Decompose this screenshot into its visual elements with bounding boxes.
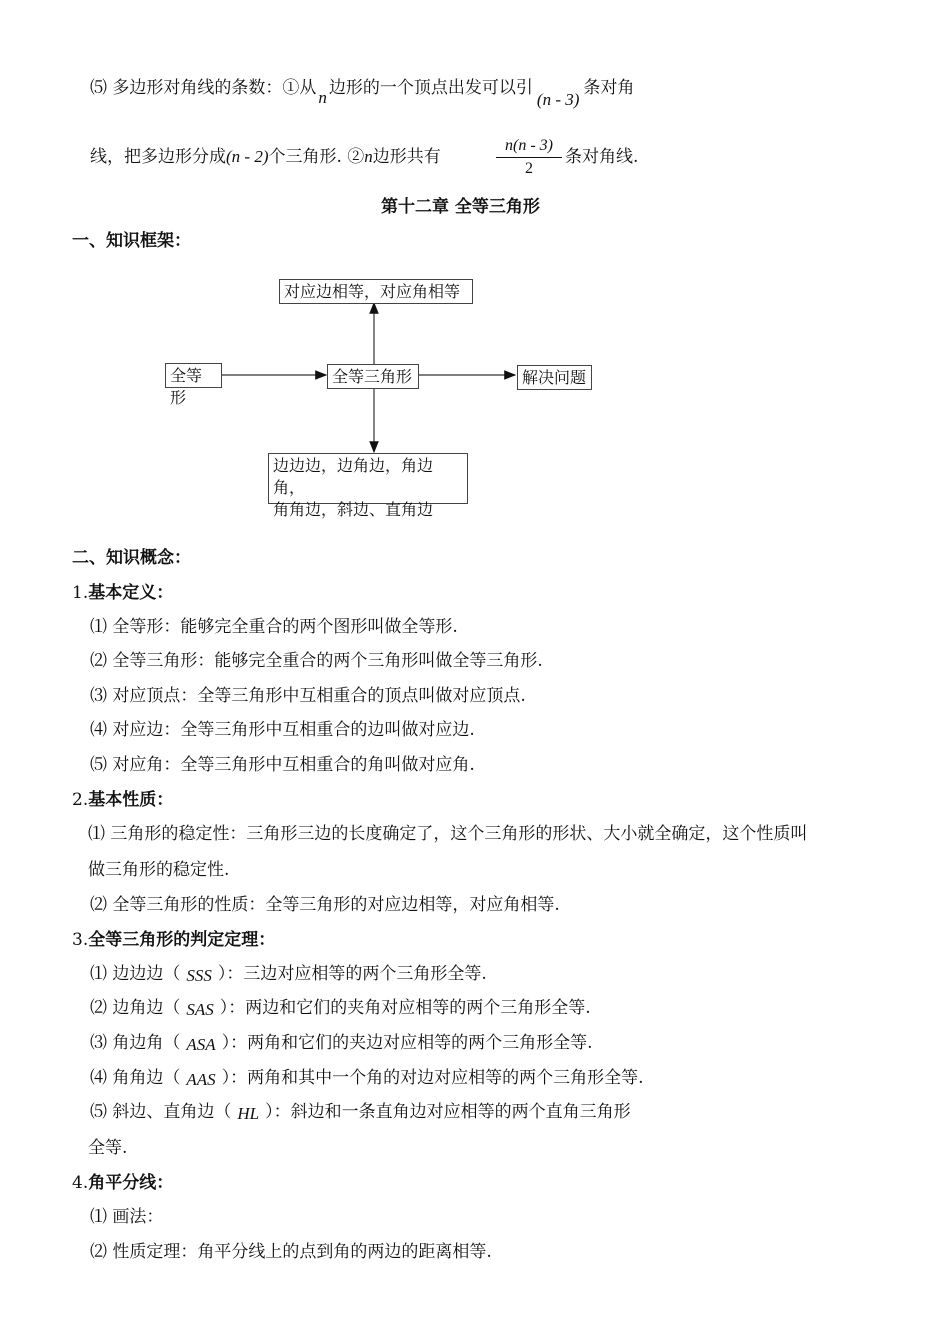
n-minus-2: (n - 2) <box>226 147 269 166</box>
s3-item-1-pre: ⑴ 边边边（ <box>90 964 181 984</box>
s3-item-4-post: ）：两角和其中一个角的对边对应相等的两个三角形全等. <box>221 1068 644 1088</box>
s2-heading <box>72 789 173 811</box>
section1-title: 一、知识框架： <box>72 231 191 251</box>
s3-item-4-pre: ⑷ 角角边（ <box>90 1068 181 1088</box>
s3-item-3-abbr: ASA <box>186 1035 216 1054</box>
s3-item-5 <box>90 1101 631 1123</box>
bottom-box-line2: 角角边，斜边、直角边 <box>273 500 434 519</box>
line2-prefix: 线，把多边形分成 <box>90 147 226 167</box>
bottom-box-line1: 边边边，边角边，角边角， <box>273 456 434 497</box>
top-line-2 <box>90 146 441 168</box>
line2-suffix: 条对角线. <box>565 147 639 167</box>
n-minus-3: (n - 3) <box>536 90 580 109</box>
s2-title: 基本性质： <box>88 790 174 810</box>
s1-item-4: ⑷ 对应边：全等三角形中互相重合的边叫做对应边. <box>90 720 475 740</box>
s3-item-1-post: ）：三边对应相等的两个三角形全等. <box>217 964 487 984</box>
item5-mid: 边形的一个顶点出发可以引 <box>328 78 533 98</box>
s3-heading <box>72 929 275 951</box>
s1-item-1: ⑴ 全等形：能够完全重合的两个图形叫做全等形. <box>90 617 458 637</box>
s3-item-2-abbr: SAS <box>186 1000 214 1019</box>
diagram-bottom-box <box>268 453 468 519</box>
s4-item-1: ⑴ 画法： <box>90 1207 164 1227</box>
s3-item-3 <box>90 1032 593 1054</box>
chapter-title: 第十二章 全等三角形 <box>381 197 540 217</box>
s4-title: 角平分线： <box>88 1173 174 1193</box>
s3-item-1-abbr: SSS <box>186 966 212 985</box>
line2-n: n <box>364 147 373 166</box>
s3-item-2-pre: ⑵ 边角边（ <box>90 998 181 1018</box>
s3-item-5-line2: 全等. <box>88 1138 128 1158</box>
diagram-right-box: 解决问题 <box>517 365 592 390</box>
s1-heading <box>72 582 173 604</box>
diagram-left-box: 全等形 <box>165 363 222 388</box>
s3-item-5-post: ）：斜边和一条直角边对应相等的两个直角三角形 <box>265 1102 631 1122</box>
s3-number: 3. <box>72 930 89 950</box>
s3-item-2-post: ）：两边和它们的夹角对应相等的两个三角形全等. <box>219 998 591 1018</box>
s3-item-3-post: ）：两角和它们的夹边对应相等的两个三角形全等. <box>221 1033 593 1053</box>
s3-item-5-pre: ⑸ 斜边、直角边（ <box>90 1102 232 1122</box>
item5-suffix: 条对角 <box>583 78 635 98</box>
diagonal-fraction <box>496 137 562 178</box>
s3-item-5-abbr: HL <box>237 1104 260 1123</box>
s2-item-1-line2: 做三角形的稳定性. <box>88 860 230 880</box>
section2-title: 二、知识概念： <box>72 548 191 568</box>
s1-number: 1. <box>72 583 89 603</box>
line2-mid2: 边形共有 <box>372 147 441 167</box>
s2-item-1-line1: ⑴ 三角形的稳定性：三角形三边的长度确定了，这个三角形的形状、大小就全确定，这个性质叫 <box>88 824 808 844</box>
line2-mid: 个三角形. ② <box>268 147 365 167</box>
s1-item-2: ⑵ 全等三角形：能够完全重合的两个三角形叫做全等三角形. <box>90 651 543 671</box>
s1-item-3: ⑶ 对应顶点：全等三角形中互相重合的顶点叫做对应顶点. <box>90 686 526 706</box>
s1-item-5: ⑸ 对应角：全等三角形中互相重合的角叫做对应角. <box>90 755 475 775</box>
diagram-top-box: 对应边相等，对应角相等 <box>279 279 473 304</box>
s3-title: 全等三角形的判定定理： <box>88 930 276 950</box>
s1-title: 基本定义： <box>88 583 174 603</box>
s4-number: 4. <box>72 1173 89 1193</box>
s3-item-4 <box>90 1067 644 1089</box>
s3-item-3-pre: ⑶ 角边角（ <box>90 1033 181 1053</box>
diagram-center-box: 全等三角形 <box>327 364 419 389</box>
s3-item-1 <box>90 963 487 985</box>
s4-heading <box>72 1172 173 1194</box>
framework-diagram <box>0 260 950 520</box>
s4-item-2: ⑵ 性质定理：角平分线上的点到角的两边的距离相等. <box>90 1242 492 1262</box>
fraction-denominator: 2 <box>525 160 533 177</box>
fraction-numerator: n(n - 3) <box>505 137 553 154</box>
fraction-bar <box>496 157 562 158</box>
s2-item-2: ⑵ 全等三角形的性质：全等三角形的对应边相等，对应角相等. <box>90 895 560 915</box>
n-variable: n <box>318 88 327 107</box>
s3-item-2 <box>90 997 591 1019</box>
s2-number: 2. <box>72 790 89 810</box>
s3-item-4-abbr: AAS <box>186 1070 216 1089</box>
item5-prefix: ⑸ 多边形对角线的条数：①从 <box>90 78 317 98</box>
top-line-1 <box>90 77 635 109</box>
